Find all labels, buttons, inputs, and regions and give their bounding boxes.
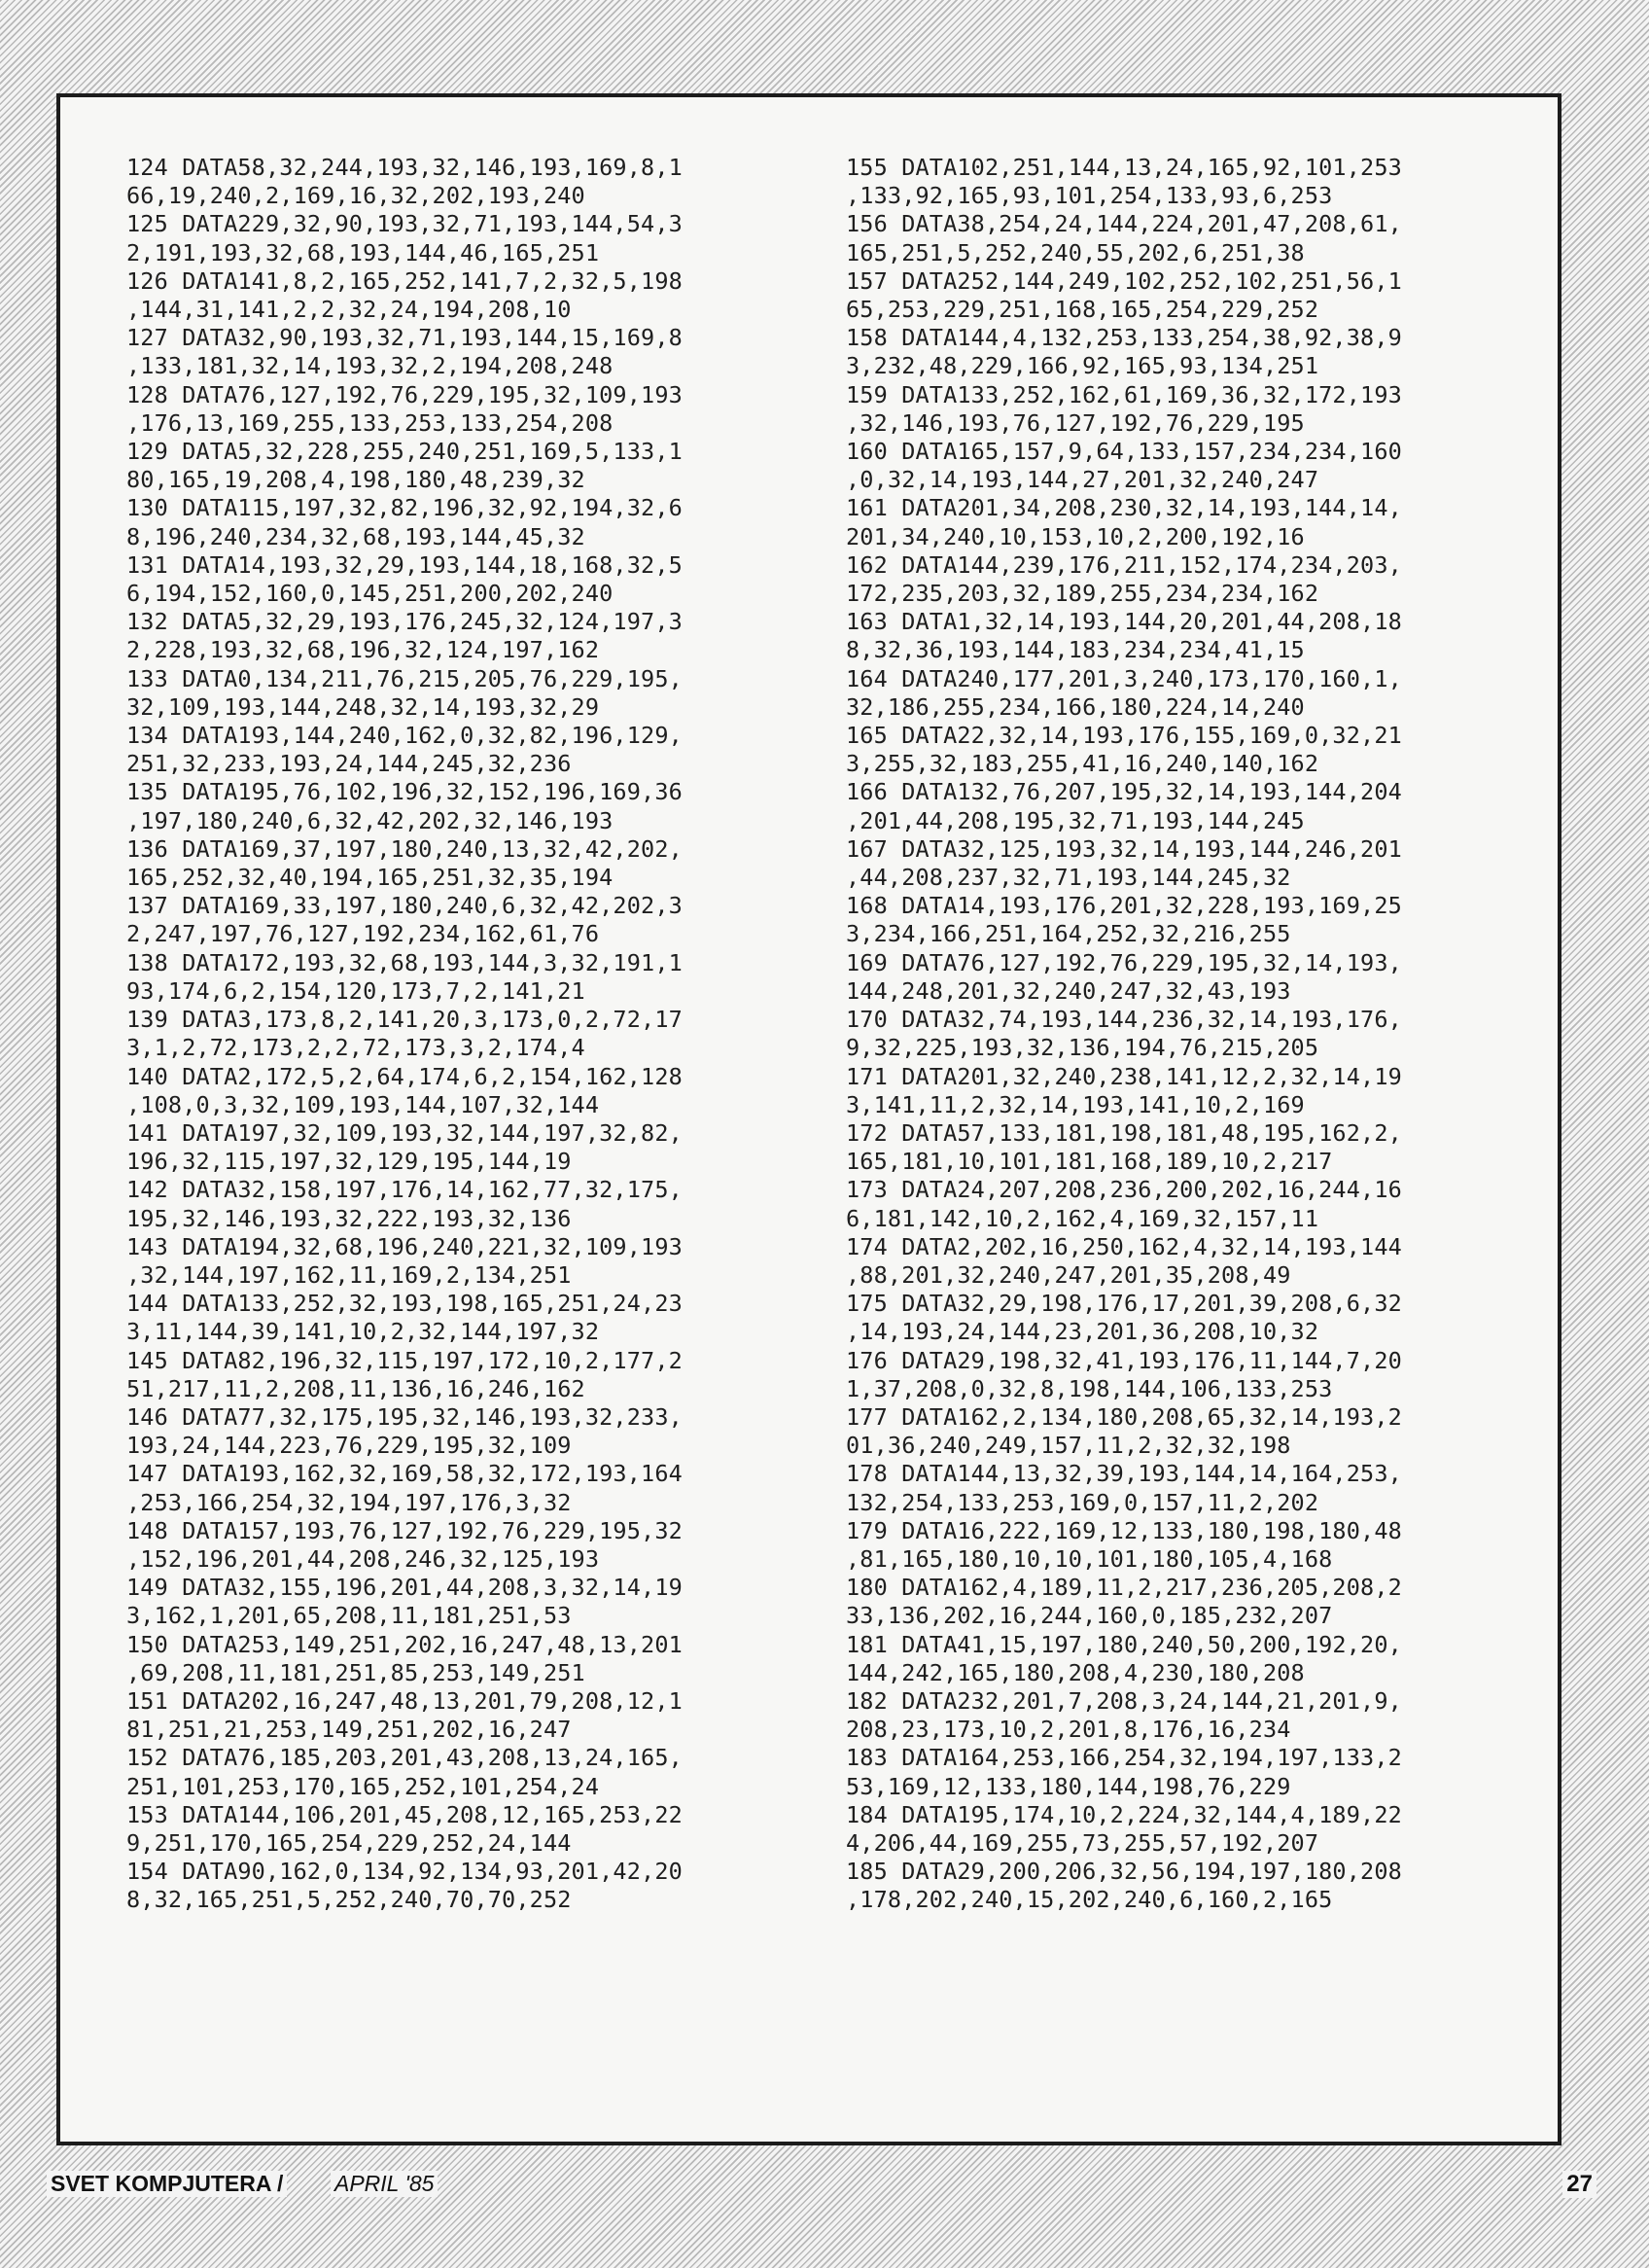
listing-line: 130 DATA115,197,32,82,196,32,92,194,32,6 bbox=[126, 494, 683, 522]
listing-left-column bbox=[126, 154, 846, 1915]
listing-line: 157 DATA252,144,249,102,252,102,251,56,1 bbox=[846, 266, 1402, 295]
listing-line: 167 DATA32,125,193,32,14,193,144,246,201 bbox=[846, 834, 1402, 863]
listing-line: ,69,208,11,181,251,85,253,149,251 bbox=[126, 1658, 585, 1686]
listing-line: 4,206,44,169,255,73,255,57,192,207 bbox=[846, 1828, 1319, 1857]
listing-line: 143 DATA194,32,68,196,240,221,32,109,193 bbox=[126, 1232, 683, 1260]
listing-line: 3,234,166,251,164,252,32,216,255 bbox=[846, 920, 1291, 948]
listing-line: 196,32,115,197,32,129,195,144,19 bbox=[126, 1148, 572, 1176]
listing-line: 162 DATA144,239,176,211,152,174,234,203, bbox=[846, 550, 1402, 579]
listing-line: 32,109,193,144,248,32,14,193,32,29 bbox=[126, 692, 600, 721]
listing-line: 131 DATA14,193,32,29,193,144,18,168,32,5 bbox=[126, 550, 683, 579]
listing-line: 174 DATA2,202,16,250,162,4,32,14,193,144 bbox=[846, 1232, 1402, 1260]
listing-line: 169 DATA76,127,192,76,229,195,32,14,193, bbox=[846, 948, 1402, 976]
listing-line: 6,194,152,160,0,145,251,200,202,240 bbox=[126, 580, 614, 608]
listing-line: 145 DATA82,196,32,115,197,172,10,2,177,2 bbox=[126, 1346, 683, 1374]
listing-line: 8,32,165,251,5,252,240,70,70,252 bbox=[126, 1886, 572, 1914]
listing-line: 164 DATA240,177,201,3,240,173,170,160,1, bbox=[846, 664, 1402, 692]
listing-line: 208,23,173,10,2,201,8,176,16,234 bbox=[846, 1716, 1291, 1744]
listing-line: 8,196,240,234,32,68,193,144,45,32 bbox=[126, 522, 585, 550]
listing-line: 170 DATA32,74,193,144,236,32,14,193,176, bbox=[846, 1006, 1402, 1034]
listing-line: 144,242,165,180,208,4,230,180,208 bbox=[846, 1658, 1305, 1686]
listing-line: 135 DATA195,76,102,196,32,152,196,169,36 bbox=[126, 778, 683, 806]
listing-line: 150 DATA253,149,251,202,16,247,48,13,201 bbox=[126, 1630, 683, 1658]
listing-line: 171 DATA201,32,240,238,141,12,2,32,14,19 bbox=[846, 1062, 1402, 1090]
listing-line: 181 DATA41,15,197,180,240,50,200,192,20, bbox=[846, 1630, 1402, 1658]
listing-line: 154 DATA90,162,0,134,92,134,93,201,42,20 bbox=[126, 1858, 683, 1886]
listing-line: 168 DATA14,193,176,201,32,228,193,169,25 bbox=[846, 892, 1402, 920]
listing-line: 65,253,229,251,168,165,254,229,252 bbox=[846, 296, 1319, 324]
listing-line: 166 DATA132,76,207,195,32,14,193,144,204 bbox=[846, 778, 1402, 806]
listing-line: ,88,201,32,240,247,201,35,208,49 bbox=[846, 1260, 1291, 1289]
listing-line: 161 DATA201,34,208,230,32,14,193,144,14, bbox=[846, 494, 1402, 522]
listing-line: 3,162,1,201,65,208,11,181,251,53 bbox=[126, 1602, 572, 1630]
listing-line: ,197,180,240,6,32,42,202,32,146,193 bbox=[126, 806, 614, 834]
listing-line: 140 DATA2,172,5,2,64,174,6,2,154,162,128 bbox=[126, 1062, 683, 1090]
listing-line: 147 DATA193,162,32,169,58,32,172,193,164 bbox=[126, 1460, 683, 1488]
listing-line: 6,181,142,10,2,162,4,169,32,157,11 bbox=[846, 1204, 1319, 1232]
listing-line: 163 DATA1,32,14,193,144,20,201,44,208,18 bbox=[846, 608, 1402, 636]
listing-line: 172,235,203,32,189,255,234,234,162 bbox=[846, 580, 1319, 608]
listing-line: 66,19,240,2,169,16,32,202,193,240 bbox=[126, 182, 585, 210]
listing-line: 9,32,225,193,32,136,194,76,215,205 bbox=[846, 1034, 1319, 1062]
listing-line: 80,165,19,208,4,198,180,48,239,32 bbox=[126, 466, 585, 494]
magazine-name: SVET KOMPJUTERA / bbox=[47, 2171, 287, 2197]
listing-line: 178 DATA144,13,32,39,193,144,14,164,253, bbox=[846, 1460, 1402, 1488]
listing-line: 81,251,21,253,149,251,202,16,247 bbox=[126, 1716, 572, 1744]
listing-line: 180 DATA162,4,189,11,2,217,236,205,208,2 bbox=[846, 1574, 1402, 1602]
listing-line: 185 DATA29,200,206,32,56,194,197,180,208 bbox=[846, 1858, 1402, 1886]
listing-line: 137 DATA169,33,197,180,240,6,32,42,202,3 bbox=[126, 892, 683, 920]
listing-line: 159 DATA133,252,162,61,169,36,32,172,193 bbox=[846, 380, 1402, 408]
listing-line: ,44,208,237,32,71,193,144,245,32 bbox=[846, 864, 1291, 892]
listing-line: 53,169,12,133,180,144,198,76,229 bbox=[846, 1772, 1291, 1800]
listing-line: 139 DATA3,173,8,2,141,20,3,173,0,2,72,17 bbox=[126, 1006, 683, 1034]
listing-line: 132,254,133,253,169,0,157,11,2,202 bbox=[846, 1488, 1319, 1516]
listing-line: 125 DATA229,32,90,193,32,71,193,144,54,3 bbox=[126, 210, 683, 238]
listing-line: 9,251,170,165,254,229,252,24,144 bbox=[126, 1828, 572, 1857]
listing-line: 179 DATA16,222,169,12,133,180,198,180,48 bbox=[846, 1516, 1402, 1544]
listing-line: 184 DATA195,174,10,2,224,32,144,4,189,22 bbox=[846, 1800, 1402, 1828]
listing-line: 183 DATA164,253,166,254,32,194,197,133,2 bbox=[846, 1744, 1402, 1772]
listing-line: 165,181,10,101,181,168,189,10,2,217 bbox=[846, 1148, 1333, 1176]
listing-line: 165,251,5,252,240,55,202,6,251,38 bbox=[846, 238, 1305, 266]
listing-line: ,133,92,165,93,101,254,133,93,6,253 bbox=[846, 182, 1333, 210]
page-frame bbox=[56, 93, 1561, 2145]
page-footer bbox=[0, 2163, 1649, 2206]
listing-line: 2,247,197,76,127,192,234,162,61,76 bbox=[126, 920, 600, 948]
listing-line: 148 DATA157,193,76,127,192,76,229,195,32 bbox=[126, 1516, 683, 1544]
listing-line: ,81,165,180,10,10,101,180,105,4,168 bbox=[846, 1544, 1333, 1573]
listing-line: 33,136,202,16,244,160,0,185,232,207 bbox=[846, 1602, 1333, 1630]
footer-separator: / bbox=[270, 2171, 284, 2196]
listing-line: ,32,144,197,162,11,169,2,134,251 bbox=[126, 1260, 572, 1289]
listing-line: 156 DATA38,254,24,144,224,201,47,208,61, bbox=[846, 210, 1402, 238]
listing-line: 144 DATA133,252,32,193,198,165,251,24,23 bbox=[126, 1290, 683, 1318]
listing-line: 3,1,2,72,173,2,2,72,173,3,2,174,4 bbox=[126, 1034, 585, 1062]
listing-line: 144,248,201,32,240,247,32,43,193 bbox=[846, 976, 1291, 1005]
listing-line: 126 DATA141,8,2,165,252,141,7,2,32,5,198 bbox=[126, 266, 683, 295]
listing-line: ,253,166,254,32,194,197,176,3,32 bbox=[126, 1488, 572, 1516]
listing-line: 165 DATA22,32,14,193,176,155,169,0,32,21 bbox=[846, 722, 1402, 750]
listing-line: 3,255,32,183,255,41,16,240,140,162 bbox=[846, 750, 1319, 778]
listing-line: 146 DATA77,32,175,195,32,146,193,32,233, bbox=[126, 1402, 683, 1431]
listing-line: 251,32,233,193,24,144,245,32,236 bbox=[126, 750, 572, 778]
listing-line: 51,217,11,2,208,11,136,16,246,162 bbox=[126, 1374, 585, 1402]
listing-line: 141 DATA197,32,109,193,32,144,197,32,82, bbox=[126, 1118, 683, 1147]
page-number: 27 bbox=[1562, 2171, 1596, 2198]
listing-line: 3,232,48,229,166,92,165,93,134,251 bbox=[846, 352, 1319, 380]
listing-line: 93,174,6,2,154,120,173,7,2,141,21 bbox=[126, 976, 585, 1005]
listing-line: 133 DATA0,134,211,76,215,205,76,229,195, bbox=[126, 664, 683, 692]
listing-line: 193,24,144,223,76,229,195,32,109 bbox=[126, 1432, 572, 1460]
listing-line: 136 DATA169,37,197,180,240,13,32,42,202, bbox=[126, 834, 683, 863]
listing-line: 142 DATA32,158,197,176,14,162,77,32,175, bbox=[126, 1176, 683, 1204]
listing-line: 3,11,144,39,141,10,2,32,144,197,32 bbox=[126, 1318, 600, 1346]
listing-line: 129 DATA5,32,228,255,240,251,169,5,133,1 bbox=[126, 438, 683, 466]
listing-line: 8,32,36,193,144,183,234,234,41,15 bbox=[846, 636, 1305, 664]
listing-line: 124 DATA58,32,244,193,32,146,193,169,8,1 bbox=[126, 154, 683, 181]
listing-line: 165,252,32,40,194,165,251,32,35,194 bbox=[126, 864, 614, 892]
listing-line: ,14,193,24,144,23,201,36,208,10,32 bbox=[846, 1318, 1319, 1346]
listing-line: 177 DATA162,2,134,180,208,65,32,14,193,2 bbox=[846, 1402, 1402, 1431]
listing-line: ,176,13,169,255,133,253,133,254,208 bbox=[126, 408, 614, 437]
listing-line: ,152,196,201,44,208,246,32,125,193 bbox=[126, 1544, 600, 1573]
listing-line: 172 DATA57,133,181,198,181,48,195,162,2, bbox=[846, 1118, 1402, 1147]
listing-line: 2,191,193,32,68,193,144,46,165,251 bbox=[126, 238, 600, 266]
listing-line: 195,32,146,193,32,222,193,32,136 bbox=[126, 1204, 572, 1232]
listing-line: 3,141,11,2,32,14,193,141,10,2,169 bbox=[846, 1090, 1305, 1118]
listing-line: 182 DATA232,201,7,208,3,24,144,21,201,9, bbox=[846, 1686, 1402, 1715]
listing-line: ,32,146,193,76,127,192,76,229,195 bbox=[846, 408, 1305, 437]
listing-line: 160 DATA165,157,9,64,133,157,234,234,160 bbox=[846, 438, 1402, 466]
listing-line: 32,186,255,234,166,180,224,14,240 bbox=[846, 692, 1305, 721]
listing-line: 201,34,240,10,153,10,2,200,192,16 bbox=[846, 522, 1305, 550]
listing-line: 153 DATA144,106,201,45,208,12,165,253,22 bbox=[126, 1800, 683, 1828]
listing-line: 158 DATA144,4,132,253,133,254,38,92,38,9 bbox=[846, 324, 1402, 352]
listing-line: 138 DATA172,193,32,68,193,144,3,32,191,1 bbox=[126, 948, 683, 976]
listing-line: 175 DATA32,29,198,176,17,201,39,208,6,32 bbox=[846, 1290, 1402, 1318]
listing-line: 251,101,253,170,165,252,101,254,24 bbox=[126, 1772, 600, 1800]
listing-line: ,201,44,208,195,32,71,193,144,245 bbox=[846, 806, 1305, 834]
listing-line: 149 DATA32,155,196,201,44,208,3,32,14,19 bbox=[126, 1574, 683, 1602]
listing-line: 155 DATA102,251,144,13,24,165,92,101,253 bbox=[846, 154, 1402, 181]
issue-date: APRIL '85 bbox=[331, 2171, 438, 2197]
listing-line: ,178,202,240,15,202,240,6,160,2,165 bbox=[846, 1886, 1333, 1914]
listing-line: 2,228,193,32,68,196,32,124,197,162 bbox=[126, 636, 600, 664]
listing-line: 127 DATA32,90,193,32,71,193,144,15,169,8 bbox=[126, 324, 683, 352]
listing-line: 173 DATA24,207,208,236,200,202,16,244,16 bbox=[846, 1176, 1402, 1204]
listing-line: ,0,32,14,193,144,27,201,32,240,247 bbox=[846, 466, 1319, 494]
listing-line: ,133,181,32,14,193,32,2,194,208,248 bbox=[126, 352, 614, 380]
listing-line: 151 DATA202,16,247,48,13,201,79,208,12,1 bbox=[126, 1686, 683, 1715]
listing-right-column bbox=[846, 154, 1565, 1915]
listing-line: 152 DATA76,185,203,201,43,208,13,24,165, bbox=[126, 1744, 683, 1772]
listing-line: ,144,31,141,2,2,32,24,194,208,10 bbox=[126, 296, 572, 324]
listing-line: 134 DATA193,144,240,162,0,32,82,196,129, bbox=[126, 722, 683, 750]
listing-line: 1,37,208,0,32,8,198,144,106,133,253 bbox=[846, 1374, 1333, 1402]
listing-line: ,108,0,3,32,109,193,144,107,32,144 bbox=[126, 1090, 600, 1118]
listing-line: 128 DATA76,127,192,76,229,195,32,109,193 bbox=[126, 380, 683, 408]
listing-line: 132 DATA5,32,29,193,176,245,32,124,197,3 bbox=[126, 608, 683, 636]
listing-line: 176 DATA29,198,32,41,193,176,11,144,7,20 bbox=[846, 1346, 1402, 1374]
listing-line: 01,36,240,249,157,11,2,32,32,198 bbox=[846, 1432, 1291, 1460]
